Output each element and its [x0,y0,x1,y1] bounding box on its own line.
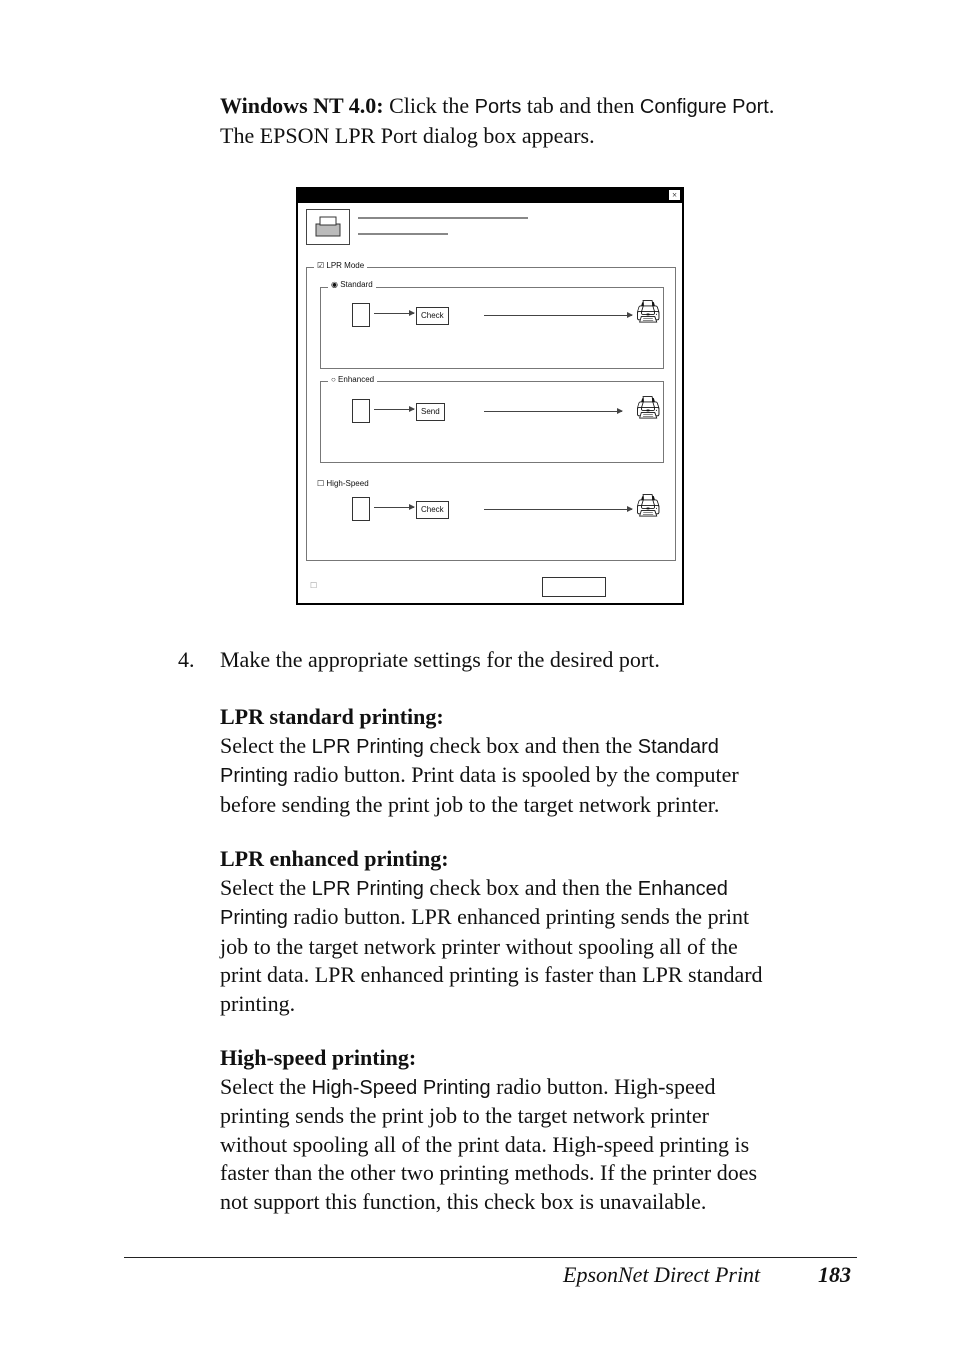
intro-text: Click the [383,93,475,118]
footer-rule [124,1257,857,1258]
section-line: without spooling all of the print data. High-speed printing is [220,1131,750,1157]
arrow-icon [484,411,622,412]
section-line [220,903,860,933]
section-line: print data. LPR enhanced printing is faster than LPR standard [220,962,763,987]
standard-printing-radio-label: ◉ Standard [328,280,376,289]
standard-printing-group [320,287,664,369]
step-text: Make the appropriate settings for the desired port. [220,647,660,672]
arrow-icon [374,507,414,508]
section-line: before sending the print job to the target network printer. [220,791,720,817]
lpr-printing-ref: LPR Printing [311,877,424,900]
intro-paragraph [220,92,860,150]
section-line: job to the target network printer without spooling all of the [220,933,738,959]
section-line [220,732,860,762]
enhanced-ref: Enhanced [637,877,728,900]
epson-lpr-port-dialog-screenshot [296,187,684,605]
document-icon [352,303,370,327]
intro-line-1 [220,92,860,122]
body-text: Select the [220,1073,312,1099]
section-line: printing. [220,990,296,1016]
page-number: 183 [818,1262,851,1287]
network-printer-icon: 🖨 [634,395,662,420]
standard-ref: Standard [637,735,719,758]
close-icon: × [669,190,680,200]
arrow-icon [374,409,414,410]
network-printer-icon: 🖨 [634,493,662,518]
dialog-title-bar [298,189,682,203]
body-text: check box and then the [423,874,638,900]
body-text: Select the [220,874,312,900]
ok-button [542,577,606,597]
section-line: not support this function, this check box is unavailable. [220,1188,707,1214]
high-speed-printing-checkbox-label: ☐ High-Speed [314,479,372,488]
arrow-icon [484,315,632,316]
body-text: radio button. Print data is spooled by the computer [287,762,739,787]
dialog-header-subtext [358,233,448,235]
lpr-mode-checkbox-label: ☑ LPR Mode [314,261,367,270]
section-line: printing sends the print job to the target network printer [220,1103,709,1128]
lpr-enhanced-section [220,845,860,1018]
intro-text: tab and then [521,93,640,118]
cancel-button [614,577,672,597]
intro-text: . [768,93,775,118]
section-line [220,874,860,904]
enhanced-printing-group [320,381,664,463]
arrow-icon [374,313,414,314]
intro-line-2: The EPSON LPR Port dialog box appears. [220,122,595,148]
step-number: 4. [178,647,195,672]
footer-title: EpsonNet Direct Print [563,1262,761,1287]
printing-ref: Printing [220,907,288,929]
document-icon [352,399,370,423]
section-line [220,1073,860,1103]
high-speed-printing-ref: High-Speed Printing [311,1076,491,1099]
lpr-printing-ref: LPR Printing [311,735,424,758]
ports-tab-ref: Ports [474,96,522,118]
lpr-standard-section [220,703,860,819]
enhanced-printing-radio-label: ○ Enhanced [328,375,377,384]
dialog-header-text [358,217,528,219]
os-label: Windows NT 4.0: [220,93,384,118]
section-line [220,761,860,791]
printing-ref: Printing [220,765,288,787]
network-printer-icon: 🖨 [634,299,662,324]
spool-box: Check [416,307,449,325]
body-text: Select the [220,732,312,758]
disabled-checkbox: ☐ [310,581,318,590]
section-line: faster than the other two printing methods. If the printer does [220,1160,758,1185]
spool-box: Send [416,403,445,421]
section-heading: High-speed printing: [220,1045,417,1070]
spool-box: Check [416,501,449,519]
section-heading: LPR standard printing: [220,704,444,729]
configure-port-ref: Configure Port [639,96,769,118]
body-text: radio button. High-speed [490,1073,716,1099]
document-icon [352,497,370,521]
section-heading: LPR enhanced printing: [220,846,449,871]
body-text: check box and then the [423,732,638,758]
arrow-icon [484,509,632,510]
high-speed-section [220,1044,860,1216]
printer-icon [306,209,350,245]
body-text: radio button. LPR enhanced printing sends the print [287,904,750,929]
